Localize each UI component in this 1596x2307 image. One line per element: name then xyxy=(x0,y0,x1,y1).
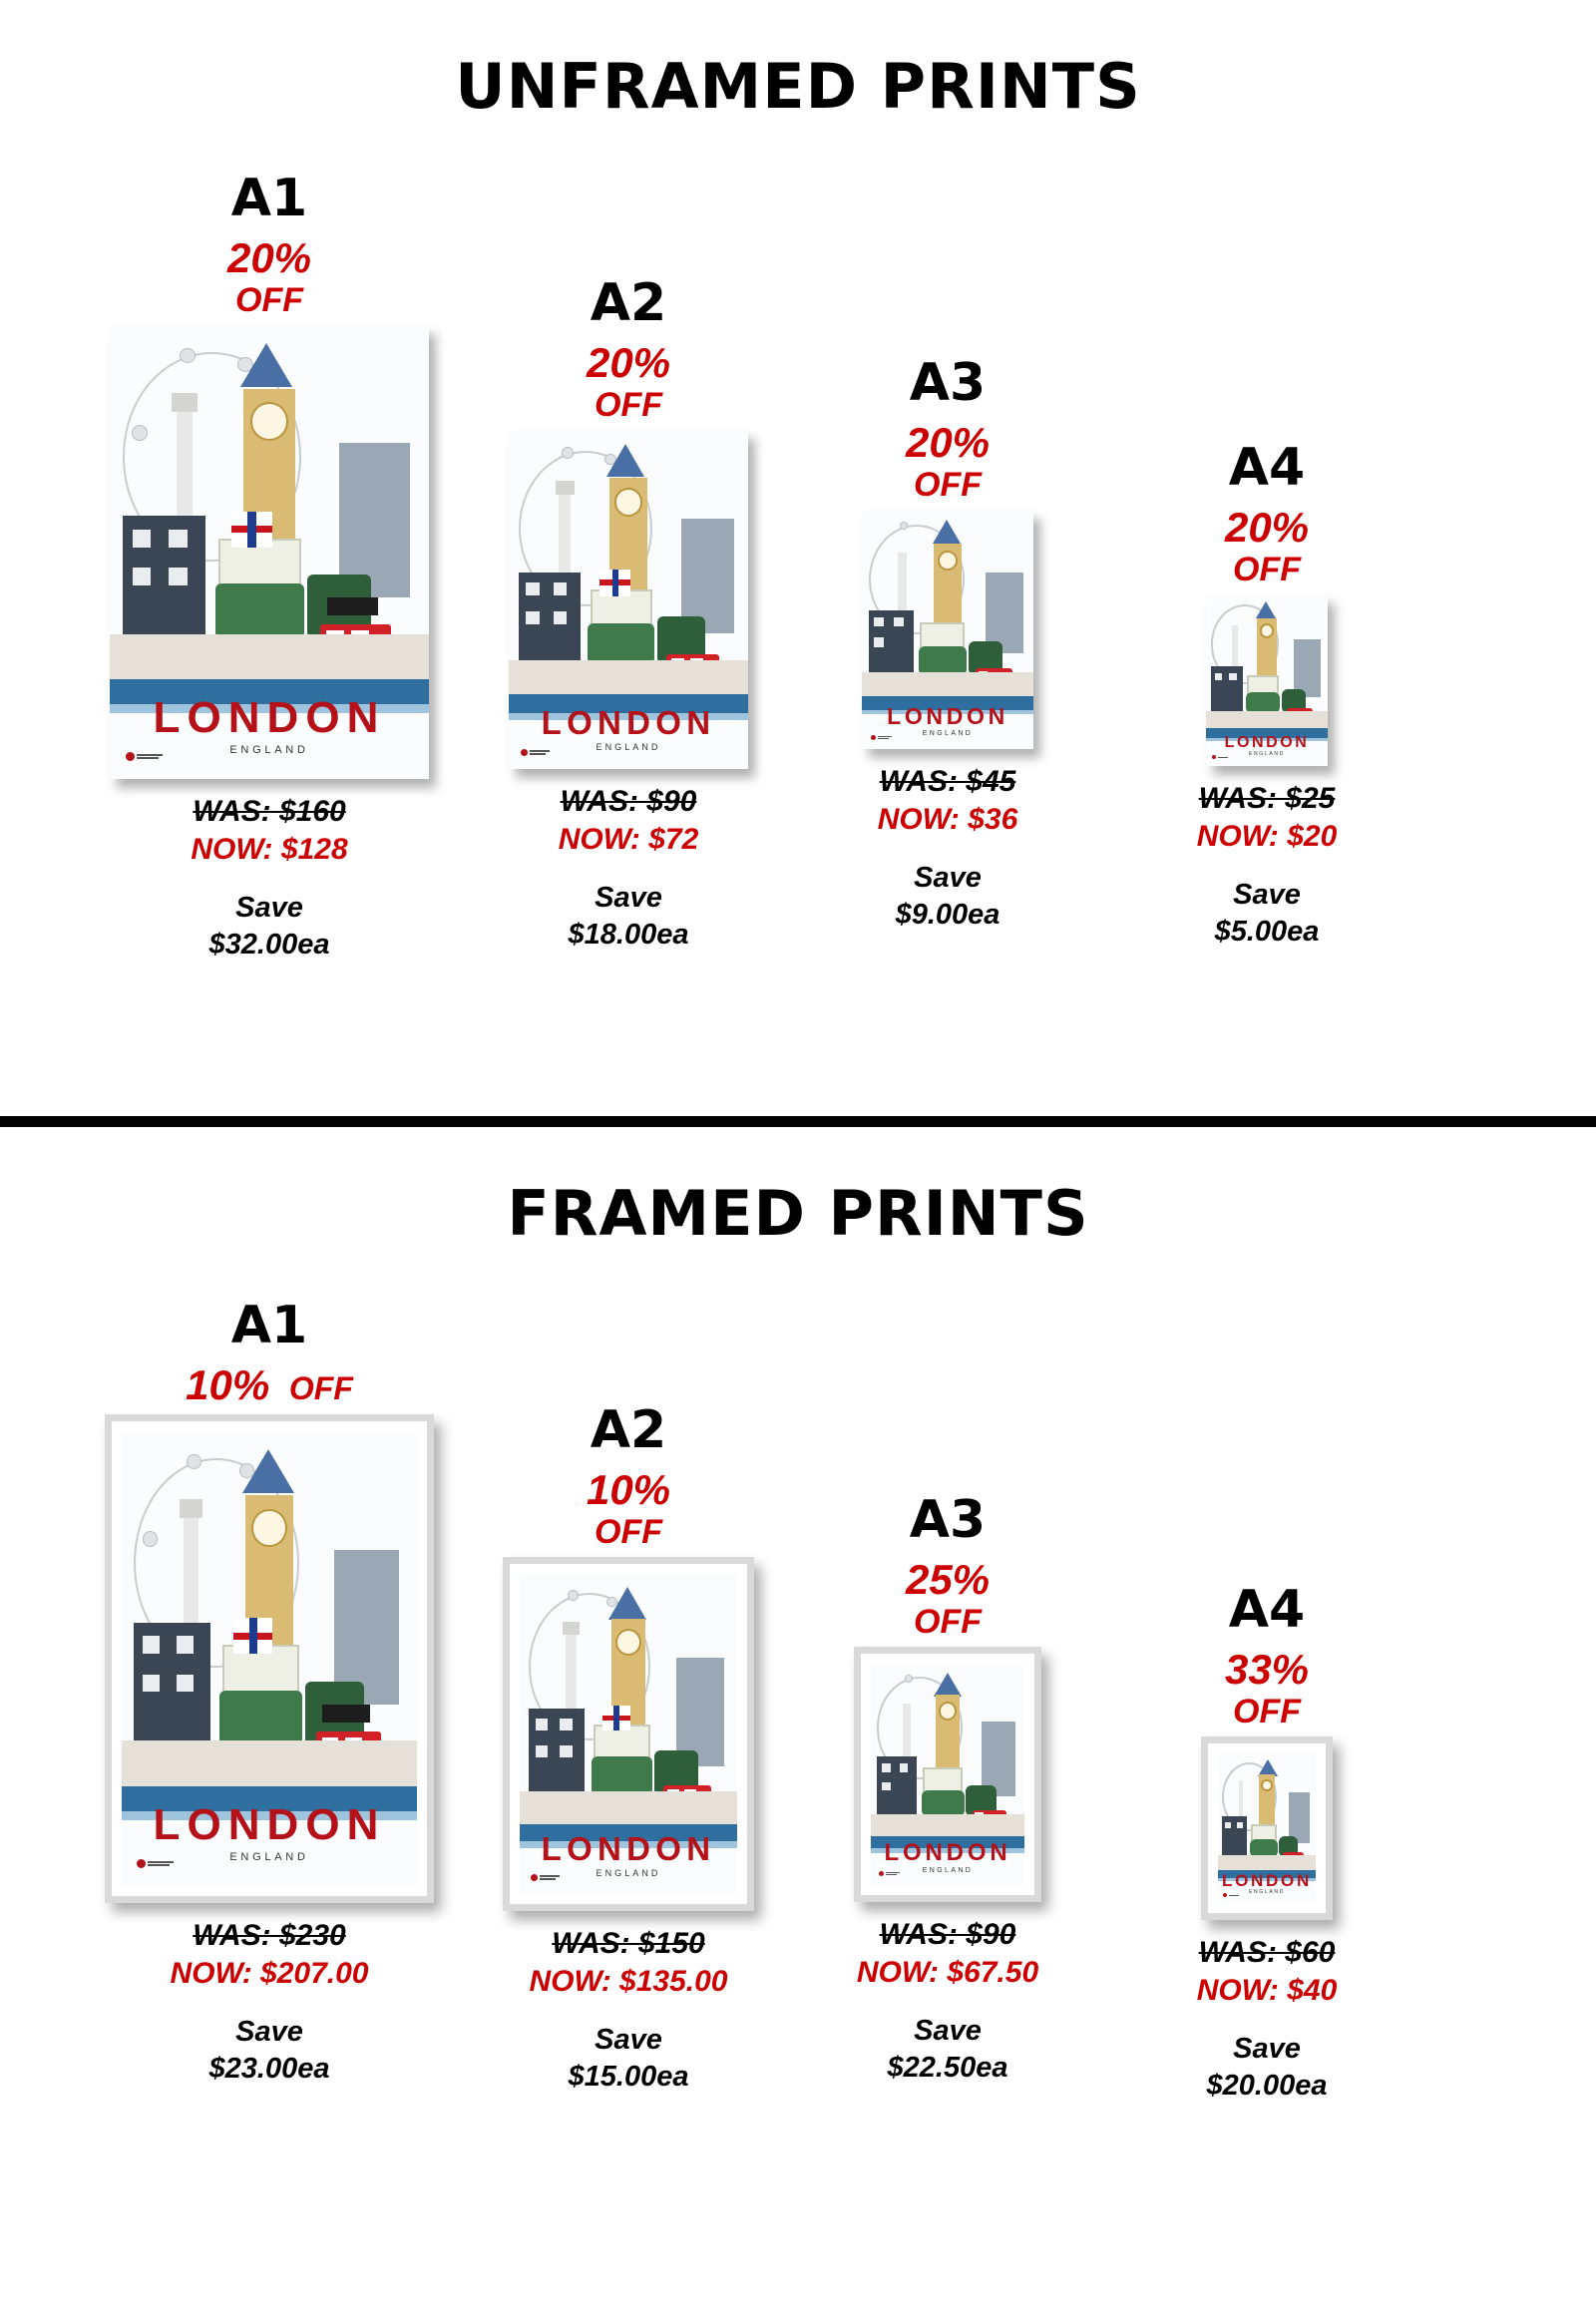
save-amount: $22.50ea xyxy=(887,2052,1008,2085)
save-amount: $18.00ea xyxy=(568,919,689,952)
poster-title: LONDON xyxy=(1224,734,1310,752)
poster-image[interactable] xyxy=(1206,594,1328,766)
poster-subtitle: ENGLAND xyxy=(922,1867,974,1875)
discount-off-label: OFF xyxy=(235,281,303,320)
save-label: Save xyxy=(1233,879,1301,912)
was-price: WAS: $230 xyxy=(193,1919,346,1953)
poster-image-framed[interactable] xyxy=(854,1647,1041,1902)
now-price: NOW: $67.50 xyxy=(856,1955,1039,1989)
save-label: Save xyxy=(914,2015,982,2048)
save-amount: $20.00ea xyxy=(1206,2070,1328,2103)
clock-face-icon xyxy=(1260,623,1275,638)
price-block xyxy=(60,1917,479,2088)
was-price: WAS: $90 xyxy=(879,1918,1016,1952)
size-label: A4 xyxy=(1228,1580,1306,1640)
building-dark-icon xyxy=(123,516,205,652)
clock-face-icon xyxy=(250,402,288,441)
poster-ground xyxy=(1206,711,1328,728)
big-ben-spire-icon xyxy=(242,1449,294,1493)
discount-percent: 20% xyxy=(905,419,991,466)
was-price: WAS: $90 xyxy=(560,785,697,819)
section-title-unframed: UNFRAMED PRINTS xyxy=(455,50,1141,123)
poster-ground xyxy=(862,672,1033,696)
brand-logo xyxy=(126,752,163,761)
eye-pod-icon xyxy=(187,1454,201,1470)
poster-artwork xyxy=(1218,1753,1316,1903)
discount-off-label: OFF xyxy=(595,1513,662,1552)
poster-ground xyxy=(110,634,429,680)
poster-subtitle: ENGLAND xyxy=(922,730,974,738)
now-price: NOW: $128 xyxy=(191,832,348,866)
poster-image-wrap xyxy=(60,325,479,779)
clock-face-icon xyxy=(251,1509,287,1548)
poster-image-wrap xyxy=(1057,1736,1476,1920)
poster-title: LONDON xyxy=(153,692,386,742)
size-label: A3 xyxy=(909,353,987,413)
poster-artwork xyxy=(509,430,748,769)
column-capital-icon xyxy=(172,393,198,411)
discount-off-label: OFF xyxy=(914,1603,982,1642)
product-card-framed-a4[interactable] xyxy=(1057,1580,1476,2105)
poster-image-wrap xyxy=(60,1414,479,1903)
save-amount: $23.00ea xyxy=(208,2053,330,2086)
save-block xyxy=(60,2014,479,2088)
save-label: Save xyxy=(235,892,303,925)
poster-image[interactable] xyxy=(862,510,1033,749)
price-block xyxy=(1057,1934,1476,2105)
product-card-unframed-a4[interactable] xyxy=(1057,438,1476,951)
unframed-row xyxy=(0,123,1596,1080)
was-price: WAS: $150 xyxy=(552,1927,705,1961)
discount-badge xyxy=(1057,504,1476,588)
was-price: WAS: $25 xyxy=(1198,782,1336,816)
building-dark-icon xyxy=(869,610,914,682)
discount-off-label: OFF xyxy=(1233,1693,1301,1731)
poster-artwork xyxy=(122,1431,417,1886)
discount-off-label: OFF xyxy=(595,386,662,425)
poster-subtitle: ENGLAND xyxy=(596,742,661,753)
discount-percent: 33% xyxy=(1224,1646,1310,1693)
save-amount: $32.00ea xyxy=(208,929,330,961)
discount-off-label: OFF xyxy=(914,466,982,505)
poster-artwork xyxy=(862,510,1033,749)
save-label: Save xyxy=(235,2016,303,2049)
poster-artwork xyxy=(871,1664,1024,1885)
clock-face-icon xyxy=(614,488,643,517)
poster-image-framed[interactable] xyxy=(1201,1736,1333,1920)
union-jack-icon xyxy=(231,512,273,548)
eye-pod-icon xyxy=(143,1531,158,1547)
foliage-icon xyxy=(588,623,654,664)
brand-logo xyxy=(137,1859,174,1868)
column-capital-icon xyxy=(563,1622,580,1635)
price-block xyxy=(60,793,479,963)
poster-subtitle: ENGLAND xyxy=(229,1851,309,1864)
poster-subtitle: ENGLAND xyxy=(1248,1888,1286,1895)
poster-subtitle: ENGLAND xyxy=(1248,750,1286,757)
building-dark-icon xyxy=(519,573,581,674)
foliage-icon xyxy=(922,1790,965,1817)
save-label: Save xyxy=(914,862,982,895)
poster-image-wrap xyxy=(1057,594,1476,766)
brand-logo xyxy=(531,1874,560,1881)
eye-pod-icon xyxy=(905,1675,913,1683)
eye-pod-icon xyxy=(132,425,148,440)
discount-off-label: OFF xyxy=(1233,551,1301,589)
bus-number-sign xyxy=(322,1705,369,1723)
discount-percent: 20% xyxy=(1224,504,1310,551)
size-label: A3 xyxy=(909,1490,987,1550)
brand-logo xyxy=(879,1871,900,1876)
discount-percent: 20% xyxy=(586,339,671,386)
now-price: NOW: $135.00 xyxy=(529,1964,728,1998)
was-price: WAS: $160 xyxy=(193,795,346,829)
building-dark-icon xyxy=(134,1623,210,1759)
discount-percent: 10% xyxy=(586,1466,671,1513)
product-card-unframed-a1[interactable] xyxy=(60,169,479,963)
poster-title: LONDON xyxy=(884,1839,1011,1867)
now-price: NOW: $207.00 xyxy=(170,1956,369,1990)
discount-badge xyxy=(60,234,479,319)
discount-percent: 25% xyxy=(905,1556,991,1603)
foliage-icon xyxy=(215,583,305,638)
now-price: NOW: $20 xyxy=(1196,819,1338,853)
eye-pod-icon xyxy=(568,1590,579,1601)
building-dark-icon xyxy=(529,1709,586,1804)
framed-row xyxy=(0,1250,1596,2307)
bus-number-sign xyxy=(327,597,378,615)
foliage-icon xyxy=(1250,1839,1277,1857)
poster-image[interactable] xyxy=(509,430,748,769)
save-amount: $9.00ea xyxy=(895,899,1000,932)
was-price: WAS: $60 xyxy=(1198,1936,1336,1970)
poster-title: LONDON xyxy=(1222,1871,1312,1891)
poster-artwork xyxy=(520,1574,737,1894)
big-ben-spire-icon xyxy=(608,1587,646,1620)
foliage-icon xyxy=(919,646,967,675)
poster-title: LONDON xyxy=(153,1799,386,1849)
section-divider xyxy=(0,1116,1596,1127)
was-price: WAS: $45 xyxy=(879,765,1016,799)
size-label: A2 xyxy=(590,1400,667,1460)
save-amount: $5.00ea xyxy=(1214,916,1320,949)
foliage-icon xyxy=(219,1691,302,1745)
poster-title: LONDON xyxy=(541,1830,716,1868)
building-dark-icon xyxy=(877,1756,917,1823)
union-jack-icon xyxy=(602,1706,630,1731)
now-price: NOW: $72 xyxy=(558,822,699,856)
union-jack-icon xyxy=(233,1618,271,1654)
save-label: Save xyxy=(595,2024,662,2057)
big-ben-spire-icon xyxy=(934,1673,962,1697)
poster-artwork xyxy=(110,325,429,779)
now-price: NOW: $36 xyxy=(877,802,1018,836)
discount-percent: 20% xyxy=(226,234,312,281)
poster-ground xyxy=(509,660,748,694)
save-block xyxy=(60,890,479,963)
size-label: A2 xyxy=(590,273,667,333)
poster-image-framed[interactable] xyxy=(503,1557,754,1911)
section-title-framed: FRAMED PRINTS xyxy=(507,1177,1089,1250)
poster-title: LONDON xyxy=(887,702,1008,729)
poster-artwork xyxy=(1206,594,1328,766)
price-block xyxy=(1057,780,1476,951)
poster-image[interactable] xyxy=(110,325,429,779)
poster-ground xyxy=(520,1791,737,1823)
discount-badge xyxy=(60,1361,479,1408)
big-ben-spire-icon xyxy=(933,520,961,544)
save-label: Save xyxy=(1233,2033,1301,2066)
eye-pod-icon xyxy=(562,447,574,459)
size-label: A1 xyxy=(230,1296,308,1355)
brand-logo xyxy=(1212,755,1228,759)
save-label: Save xyxy=(595,882,662,915)
poster-title: LONDON xyxy=(541,703,716,741)
discount-off-label: OFF xyxy=(288,1370,353,1406)
poster-subtitle: ENGLAND xyxy=(229,744,309,757)
size-label: A1 xyxy=(230,169,308,228)
clock-face-icon xyxy=(615,1629,641,1656)
brand-logo xyxy=(521,749,550,756)
product-card-framed-a1[interactable] xyxy=(60,1296,479,2088)
column-capital-icon xyxy=(556,481,575,495)
poster-ground xyxy=(1218,1855,1316,1870)
size-label: A4 xyxy=(1228,438,1306,498)
poster-ground xyxy=(122,1740,417,1786)
poster-ground xyxy=(871,1814,1024,1836)
poster-image-framed[interactable] xyxy=(105,1414,434,1903)
save-block xyxy=(1057,2031,1476,2105)
big-ben-spire-icon xyxy=(1256,601,1276,618)
column-capital-icon xyxy=(180,1499,203,1517)
brand-logo xyxy=(871,735,892,740)
big-ben-spire-icon xyxy=(606,444,644,477)
poster-subtitle: ENGLAND xyxy=(596,1868,661,1879)
discount-percent: 10% xyxy=(186,1361,270,1408)
save-block xyxy=(1057,877,1476,951)
save-amount: $15.00ea xyxy=(568,2061,689,2094)
discount-badge xyxy=(1057,1646,1476,1730)
clock-face-icon xyxy=(939,1702,957,1721)
foliage-icon xyxy=(592,1756,652,1795)
union-jack-icon xyxy=(599,570,630,596)
now-price: NOW: $40 xyxy=(1196,1973,1338,2007)
clock-face-icon xyxy=(1261,1779,1273,1792)
brand-logo xyxy=(1223,1893,1239,1897)
foliage-icon xyxy=(1246,692,1280,713)
big-ben-spire-icon xyxy=(240,343,292,387)
